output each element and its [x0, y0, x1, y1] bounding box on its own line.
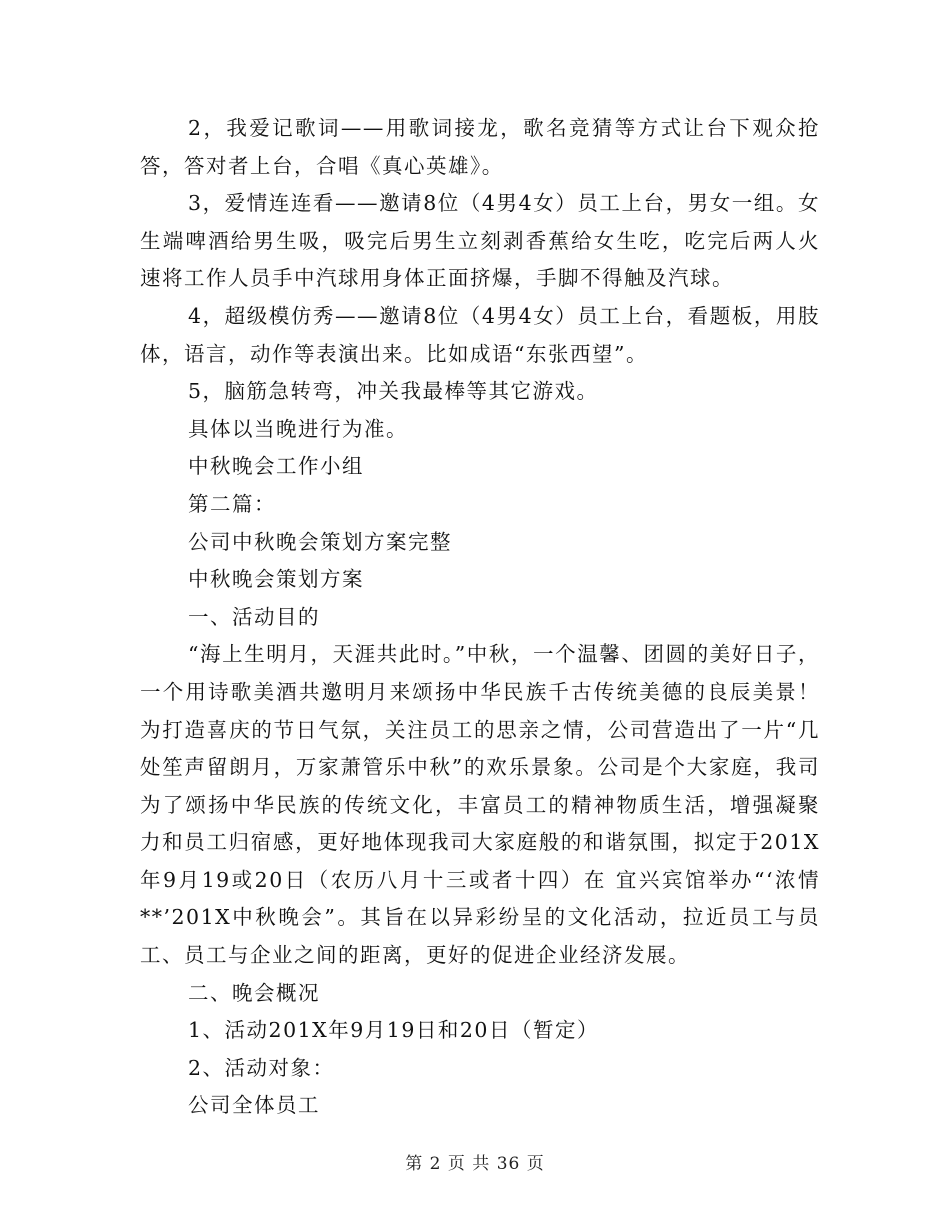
paragraph-game-3: 3，爱情连连看——邀请8位（4男4女）员工上台，男女一组。女生端啤酒给男生吸，吸完后男生立刻剥香蕉给女生吃，吃完后两人火速将工作人员手中汽球用身体正面挤爆，手脚不得触及汽球。: [140, 191, 820, 291]
paragraph-game-5: 5，脑筋急转弯，冲关我最棒等其它游戏。: [188, 379, 599, 404]
document-body: [140, 110, 820, 1125]
section-heading-part-two: 第二篇：: [188, 491, 276, 516]
page-footer: [0, 1152, 950, 1176]
paragraph-game-4: 4，超级模仿秀——邀请8位（4男4女）员工上台，看题板，用肢体，语言，动作等表演出来。比如成语“东张西望”。: [140, 303, 820, 366]
paragraph-signature: 中秋晚会工作小组: [188, 454, 364, 479]
paragraph-game-2: 2，我爱记歌词——用歌词接龙，歌名竞猜等方式让台下观众抢答，答对者上台，合唱《真心英雄》。: [140, 116, 820, 178]
section-heading-overview: 二、晚会概况: [188, 980, 320, 1005]
paragraph-purpose-body: “海上生明月，天涯共此时。”中秋，一个温馨、团圆的美好日子，一个用诗歌美酒共邀明月来颂扬中华民族千古传统美德的良辰美景！为打造喜庆的节日气氛，关注员工的思亲之情，公司营造出了一片“几处笙声留朗月，万家萧管乐中秋”的欢乐景象。公司是个大家庭，我司为了颂扬中华民族的传统文化，丰富员工的精神物质生活，增强凝聚力和员工归宿感，更好地体现我司大家庭般的和谐氛围，拟定于201X年9月19或20日（农历八月十三或者十四）在 宜兴宾馆举办“‘浓情**’201X中秋晚会”。其旨在以异彩纷呈的文化活动，拉近员工与员工、员工与企业之间的距离，更好的促进企业经济发展。: [140, 642, 820, 968]
page-number-label: 第 2 页 共 36 页: [405, 1154, 545, 1174]
paragraph-note: 具体以当晚进行为准。: [188, 416, 408, 441]
paragraph-activity-audience: 公司全体员工: [188, 1093, 320, 1118]
section-heading-purpose: 一、活动目的: [188, 604, 320, 629]
paragraph-activity-date: 1、活动201X年9月19日和20日（暂定）: [188, 1018, 599, 1043]
paragraph-activity-audience-label: 2、活动对象：: [188, 1055, 335, 1080]
document-subtitle: 中秋晚会策划方案: [188, 567, 364, 592]
document-title: 公司中秋晚会策划方案完整: [188, 529, 452, 554]
